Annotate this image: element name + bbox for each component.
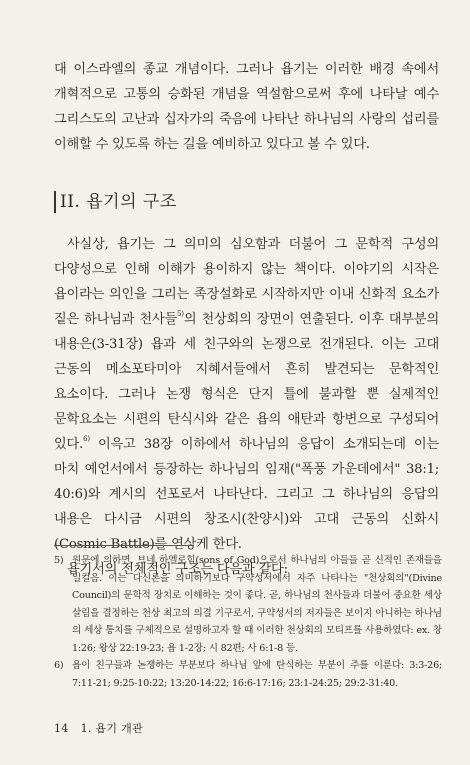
- section-body: [54, 232, 439, 582]
- chapter-title: 1. 욥기 개관: [80, 722, 144, 735]
- section-heading: II. 욥기의 구조: [54, 191, 177, 213]
- footnote-text: 원문에 의하면, 브네 하엘로힘(sons of God)으로서 하나님의 아들들 곧 신적인 존재들을 일컬음. 이는 다신론을 의미하기보다 구약성서에서 자주 나타나는 "천상회의"(Divine Council)의 문학적 장치로 이해하는 것이 좋다. 곧, 하나님의 천사들과 더불어 중요한 세상 살림을 결정하는 천상 최고의 의결 기구로서, 구약성서의 저자들은 보이지 아니하는 하나님의 세상 통치를 구체적으로 설명하고자 할 때 이러한 천상회의 모티프를 사용하였다: ex. 창 1:26; 왕상 22:19-23; 욥 1-2장; 시 82편; 사 6:1-8 등.: [72, 555, 442, 654]
- intro-paragraph: 대 이스라엘의 종교 개념이다. 그러나 욥기는 이러한 배경 속에서 개혁적으로 고통의 승화된 개념을 역설함으로써 후에 나타날 예수 그리스도의 고난과 십자가의 죽음에 나타난 하나님의 사랑의 섭리를 이해할 수 있도록 하는 길을 예비하고 있다고 볼 수 있다.: [54, 62, 439, 152]
- footnote-number: 5): [54, 555, 64, 566]
- body-text-span: 사실상, 욥기는 그 의미의 심오함과 더불어 그 문학적 구성의 다양성으로 인해 이해가 용이하지 않는 책이다. 이야기의 시작은 욥이라는 의인을 그리는 족장설화로 시작하지만 이내 신화적 요소가 짙은 하나님과 천사들: [54, 237, 439, 327]
- body-text-span: 이윽고 38장 이하에서 하나님의 응답이 소개되는데 이는 마치 예언서에서 등장하는 하나님의 임재("폭풍 가운데에서" 38:1; 40:6)와 계시의 선포로서 나타난다. 그리고 그 하나님의 응답의 내용은 다시금 시편의 창조시(찬양시)와 고대 근동의 신화시(Cosmic Battle)를 연상케 한다.: [54, 437, 439, 552]
- page-number: 14: [54, 722, 69, 735]
- body-paragraph: [54, 232, 439, 557]
- footnote-6: [54, 657, 442, 692]
- body-paragraph: 욥기서의 전체적인 구조는 다음과 같다:: [67, 562, 288, 577]
- footnote-5: [54, 552, 442, 657]
- body-text-span: 의 천상회의 장면이 연출된다. 이후 대부분의 내용은(3-31장) 욥과 세 친구와의 논쟁으로 전개된다. 이는 고대 근동의 메소포타미아 지혜서들에서 흔히 발견되는 문학적인 요소이다. 그러나 논쟁 형식은 단지 틀에 불과할 뿐 실제적인 문학요소는 시편의 탄식시와 같은 욥의 애탄과 항변으로 구성되어 있다.: [54, 312, 440, 452]
- footnote-ref-5[interactable]: 5): [177, 310, 184, 318]
- footnote-divider: [54, 545, 194, 546]
- footnote-number: 6): [54, 660, 64, 671]
- intro-paragraph-block: [54, 57, 439, 157]
- footnote-text: 욥이 친구들과 논쟁하는 부분보다 하나님 앞에 탄식하는 부분이 주를 이룬다: 3:3-26; 7:11-21; 9:25-10:22; 13:20-14:22; 16:6-17:16; 23:1-24:25; 29:2-31:40.: [72, 660, 442, 689]
- footnotes: [54, 552, 442, 692]
- page-footer: [54, 720, 155, 736]
- footnote-ref-6[interactable]: 6): [83, 435, 90, 443]
